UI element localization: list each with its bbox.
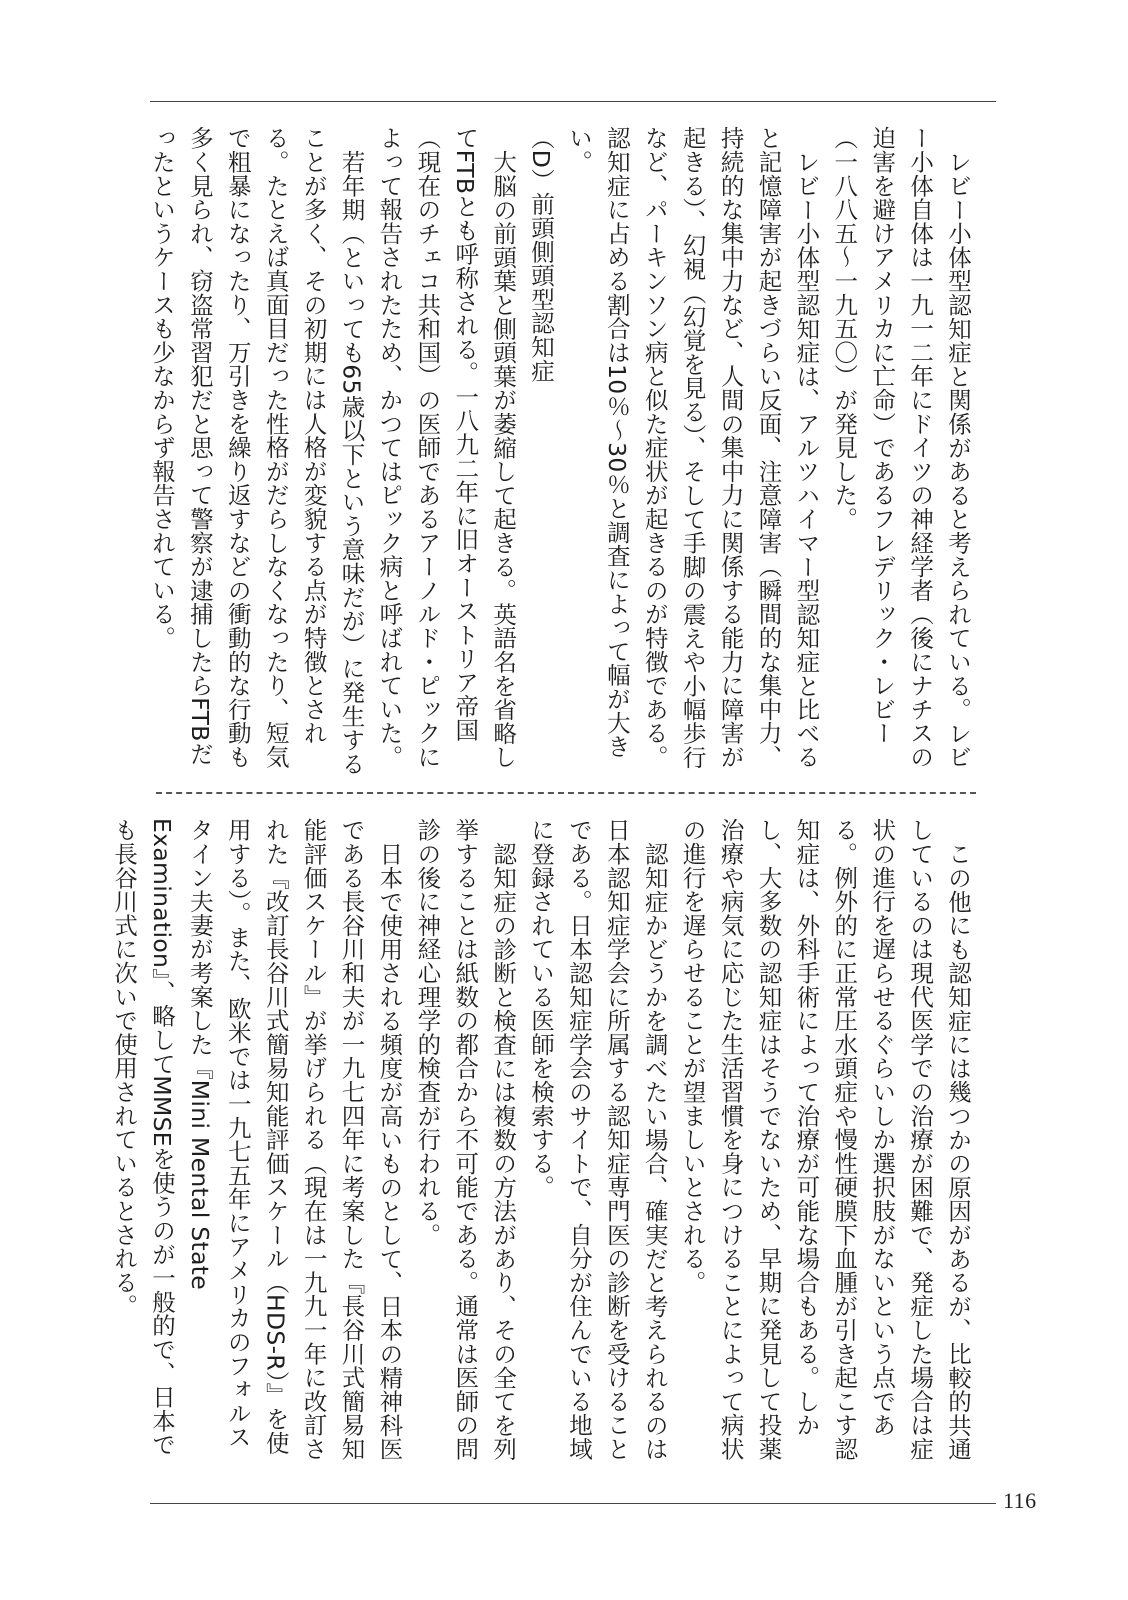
paragraph-specialist: 認知症かどうかを調べたい場合、確実だと考えられるのは日本認知症学会に所属する認知症専門医の診断を受けることである。日本認知症学会のサイトで、自分が住んでいる地域に登録されている医師を検索する。 [527, 818, 669, 1461]
lower-text-column [110, 818, 976, 1468]
paragraph-ftd-definition: 大脳の前頭葉と側頭葉が萎縮して起きる。英語名を省略してFTBとも呼称される。一八九二年に旧オーストリア帝国（現在のチェコ共和国）の医師であるアーノルド・ピックによって報告されたため、かつてはピック病と呼ばれていた。 [375, 126, 518, 769]
section-divider-dashed [156, 792, 976, 794]
page-number: 116 [1003, 1488, 1037, 1513]
paragraph-diagnosis: 認知症の診断と検査には複数の方法があり、その全てを列挙することは紙数の都合から不可能である。通常は医師の問診の後に神経心理学的検査が行われる。 [413, 818, 518, 1461]
paragraph-ftd-onset: 若年期（といっても65歳以下という意味だが）に発生することが多く、その初期には人格が変貌する点が特徴とされる。たとえば真面目だった性格がだらしなくなったり、短気で粗暴になったり、万引きを繰り返すなどの衝動的な行動も多く見られ、窃盗常習犯だと思って警察が逮捕したらFTBだったというケースも少なからず報告されている。 [147, 126, 366, 776]
section-heading-ftd: （D）前頭側頭型認知症 [527, 126, 556, 383]
footer-rule [150, 1503, 996, 1504]
header-rule [150, 101, 996, 102]
upper-text-column [147, 126, 976, 786]
paragraph-other-causes: この他にも認知症には幾つかの原因があるが、比較的共通しているのは現代医学での治療が困難で、発症した場合は症状の進行を遅らせるぐらいしか選択肢がないという点である。例外的に正常圧水頭症や慢性硬膜下血腫が引き起こす認知症は、外科手術によって治療が可能な場合もある。しかし、大多数の認知症はそうでないため、早期に発見して投薬治療や病気に応じた生活習慣を身につけることによって病状の進行を遅らせることが望ましいとされる。 [678, 818, 972, 1461]
paragraph-lewy-body-symptoms: レビー小体型認知症は、アルツハイマー型認知症と比べると記憶障害が起きづらい反面、注意障害（瞬間的な集中力、持続的な集中力など、人間の集中力に関係する能力に障害が起きる）、幻視（幻覚を見る）、そして手脚の震えや小幅歩行など、パーキンソン病と似た症状が起きるのが特徴である。認知症に占める割合は10％〜30％と調査によって幅が大きい。 [564, 126, 821, 769]
paragraph-scales: 日本で使用される頻度が高いものとして、日本の精神科医である長谷川和夫が一九七四年に考案した『長谷川式簡易知能評価スケール』が挙げられる（現在は一九九一年に改訂された『改訂長谷川式簡易知能評価スケール（HDS-R）』を使用する）。また、欧米では一九七五年にアメリカのフォルスタイン夫妻が考案した『Mini Mental State Examination』、略してMMSEを使うのが一般的で、日本でも長谷川式に次いで使用されているとされる。 [110, 818, 404, 1461]
paragraph-lewy-body-origin: レビー小体型認知症と関係があると考えられている。レビー小体自体は一九一二年にドイツの神経学者（後にナチスの迫害を避けアメリカに亡命）であるフレデリック・レビー（一八八五〜一九五〇）が発見した。 [830, 126, 972, 769]
